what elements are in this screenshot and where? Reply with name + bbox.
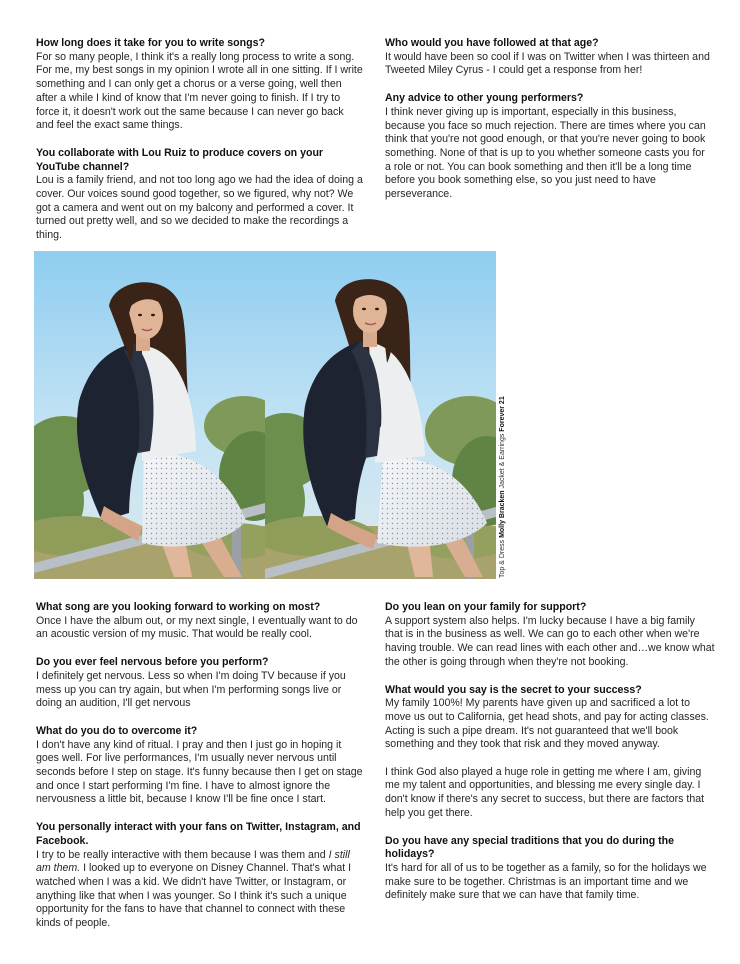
question: You collaborate with Lou Ruiz to produce covers on your YouTube channel? (36, 146, 324, 173)
qa-block (36, 656, 366, 711)
qa-block (36, 37, 364, 133)
question: What would you say is the secret to your success? (385, 683, 642, 696)
qa-block-success (385, 684, 715, 821)
answer: A support system also helps. I'm lucky because I have a big family that is in the business as well. We can go to each other when we're having trouble. We can read lines with each other and…we know what the other is going through when they're not booking. (385, 614, 715, 668)
credit-brand-forever-21: Forever 21 (499, 396, 506, 432)
question: What song are you looking forward to working on most? (36, 601, 321, 613)
answer: I definitely get nervous. Less so when I'm doing TV because if you mess up you can try again, but when I'm performing songs live or doing an audition, I'll get nervous (36, 669, 346, 710)
answer-paragraph: My family 100%! My parents have given up and sacrificed a lot to move us out to California, get head shots, and pay for acting classes. Acting is such a pipe dream. It's not guaranteed that we'll book something and they took that risk and they moved anyway. (385, 697, 709, 751)
answer: Lou is a family friend, and not too long ago we had the idea of doing a cover. Our voices sound good together, so we figured, why not? We got a camera and went out on my balcony and performed a cover. It turned out pretty well, and so we decided to make the recordings a thing. (36, 174, 363, 242)
answer-part: I looked up to everyone on Disney Channel. That's what I watched when I was a kid. We didn't have Twitter, or Instagram, or anything like that when I was younger. So I think it's such a unique opportunity for the fans to have that channel to connect with these kinds of people. (36, 862, 352, 930)
answer: For so many people, I think it's a really long process to write a song. For me, my best songs in my opinion I wrote all in one sitting. If I write something and I can only get a chorus or a verse going, well then after a while I kind of know that I'm never going to finish. If I try to force it, it doesn't work out the same because I can never go back and feel the exact same things. (36, 50, 363, 132)
answer: I don't have any kind of ritual. I pray and then I just go in hoping it goes well. For live performances, I'm usually never nervous until seconds before I step on stage. It's funny because then I get on stage and once I start performing I'm fine. I have to almost ignore the nervousness a little bit, because I know I'll be fine once I start. (36, 738, 363, 806)
answer: It would have been so cool if I was on Twitter when I was thirteen and Tweeted Miley Cyrus - I could get a response from her! (385, 50, 710, 77)
answer: I think never giving up is important, especially in this business, because you face so much rejection. There are times where you can think that you're not good enough, or that you're never going to book something. None of that is up to you whether someone casts you for a role or not. You can book something and then it'll be a long time before you book something else, so you just need to have perseverance. (385, 105, 706, 201)
qa-block (36, 725, 366, 807)
bottom-right-column (385, 601, 715, 917)
qa-block (36, 601, 366, 642)
qa-block (385, 601, 715, 670)
qa-block-holidays (385, 835, 715, 904)
answer-italic: I still am them. (36, 848, 350, 875)
photo-credit (498, 396, 507, 578)
model-photo-right (265, 251, 496, 579)
top-right-column (385, 37, 713, 216)
question: Do you have any special traditions that you do during the holidays? (385, 834, 675, 861)
question: Any advice to other young performers? (385, 92, 584, 105)
qa-block (385, 37, 713, 78)
top-left-column (36, 37, 364, 257)
qa-block (385, 92, 713, 202)
question: Who would you have followed at that age? (385, 37, 599, 49)
question: Do you ever feel nervous before you perform? (36, 656, 269, 669)
question: You personally interact with your fans on Twitter, Instagram, and Facebook. (36, 821, 361, 847)
answer-part: I try to be really interactive with them because I was them and (36, 848, 329, 861)
credit-brand-molly-bracken: Molly Bracken (499, 490, 506, 538)
model-photo-right-illustration (265, 251, 496, 579)
model-photo-left-illustration (34, 251, 265, 579)
credit-prefix: Top & Dress (499, 537, 506, 578)
answer (385, 697, 715, 820)
answer: Once I have the album out, or my next single, I eventually want to do an acoustic version of my music. That would be really cool. (36, 614, 358, 641)
question: Do you lean on your family for support? (385, 601, 587, 613)
question: What do you do to overcome it? (36, 724, 198, 737)
answer-paragraph: I think God also played a huge role in getting me where I am, giving me my talent and opportunities, and blessing me every single day. I don't know if there's any secret to success, but there are factors that help you get there. (385, 765, 705, 819)
model-photo-left (34, 251, 265, 579)
answer (36, 849, 366, 931)
answer: It's hard for all of us to be together as a family, so for the holidays we make sure to be together. Christmas is an important time and we definitely make sure that we can have that family time. (385, 861, 707, 902)
credit-middle: Jacket & Earrings (499, 431, 506, 491)
qa-block (36, 147, 364, 243)
question: How long does it take for you to write songs? (36, 37, 265, 49)
qa-block-fans (36, 821, 366, 931)
bottom-left-column (36, 601, 366, 945)
